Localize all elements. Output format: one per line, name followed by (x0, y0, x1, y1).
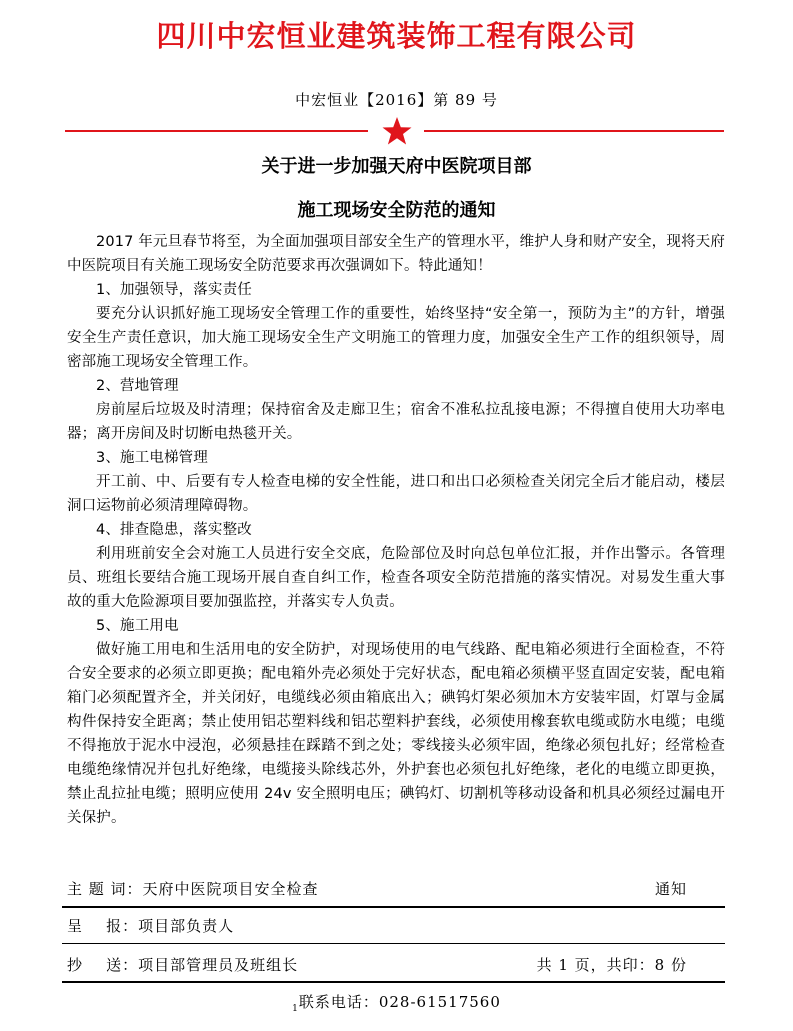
subject-row (67, 878, 687, 899)
section-heading: 5、施工用电 (96, 618, 179, 634)
intro-paragraph: 2017 年元旦春节将至，为全面加强项目部安全生产的管理水平，维护人身和财产安全，现将天府中医院项目有关施工现场安全防范要求再次强调如下。特此通知！ (67, 234, 725, 274)
red-divider-right (424, 130, 724, 132)
footer-divider (62, 943, 725, 944)
section-heading: 2、营地管理 (96, 378, 179, 394)
page-marker: 1 (292, 1004, 299, 1014)
footer-divider (62, 906, 725, 908)
footer-divider (62, 981, 725, 983)
report-to-value: 项目部负责人 (138, 917, 235, 935)
section-paragraph: 开工前、中、后要有专人检查电梯的安全性能，进口和出口必须检查关闭完全后才能启动，楼层洞口运物前必须清理障碍物。 (67, 474, 725, 514)
contact-phone: 联系电话：028-61517560 (298, 993, 501, 1011)
section-paragraph: 利用班前安全会对施工人员进行安全交底，危险部位及时向总包单位汇报，并作出警示。各管理员、班组长要结合施工现场开展自查自纠工作，检查各项安全防范措施的落实情况。对易发生重大事故的重大危险源项目要加强监控，并落实专人负责。 (67, 546, 725, 610)
subject-label: 主 题 词： (67, 880, 143, 898)
section-paragraph: 房前屋后垃圾及时清理；保持宿舍及走廊卫生；宿舍不准私拉乱接电源；不得擅自使用大功率电器；离开房间及时切断电热毯开关。 (67, 402, 725, 442)
organization-title: 四川中宏恒业建筑装饰工程有限公司 (156, 19, 637, 53)
subject-value: 天府中医院项目安全检查 (142, 880, 319, 898)
document-number: 中宏恒业【2016】第 89 号 (295, 91, 498, 109)
section-heading: 3、施工电梯管理 (96, 450, 208, 466)
red-divider-left (65, 130, 368, 132)
section-paragraph: 要充分认识抓好施工现场安全管理工作的重要性，始终坚持“安全第一，预防为主”的方针，增强安全生产责任意识，加大施工现场安全生产文明施工的管理力度，加强安全生产工作的组织领导，周密部施工现场安全管理工作。 (67, 306, 725, 370)
contact-line (0, 991, 793, 1014)
notice-title-line1: 关于进一步加强天府中医院项目部 (261, 156, 532, 177)
report-to-label: 呈 报： (67, 917, 139, 935)
cc-label: 抄 送： (67, 956, 139, 974)
cc-value: 项目部管理员及班组长 (138, 956, 299, 974)
notice-body (67, 230, 725, 830)
subject-type: 通知 (654, 880, 687, 898)
section-heading: 1、加强领导，落实责任 (96, 282, 252, 298)
section-paragraph: 做好施工用电和生活用电的安全防护，对现场使用的电气线路、配电箱必须进行全面检查，不符合安全要求的必须立即更换；配电箱外壳必须处于完好状态，配电箱必须横平竖直固定安装，配电箱箱门必须配置齐全，并关闭好，电缆线必须由箱底出入；碘钨灯架必须加木方安装牢固，灯罩与金属构件保持安全距离；禁止使用铝芯塑料线和铝芯塑料护套线，必须使用橡套软电缆或防水电缆；电缆不得拖放于泥水中浸泡，必须悬挂在踩踏不到之处；零线接头必须牢固，绝缘必须包扎好；经常检查电缆绝缘情况并包扎好绝缘，电缆接头除线芯外，外护套也必须包扎好绝缘，老化的电缆立即更换，禁止乱拉扯电缆；照明应使用 24v 安全照明电压；碘钨灯、切割机等移动设备和机具必须经过漏电开关保护。 (67, 642, 725, 826)
cc-row (67, 954, 687, 975)
section-heading: 4、排查隐患，落实整改 (96, 522, 252, 538)
notice-title-line2: 施工现场安全防范的通知 (297, 200, 496, 221)
red-star-icon (380, 116, 414, 146)
print-info: 共 1 页，共印：8 份 (536, 956, 687, 974)
report-to-row (67, 915, 687, 936)
